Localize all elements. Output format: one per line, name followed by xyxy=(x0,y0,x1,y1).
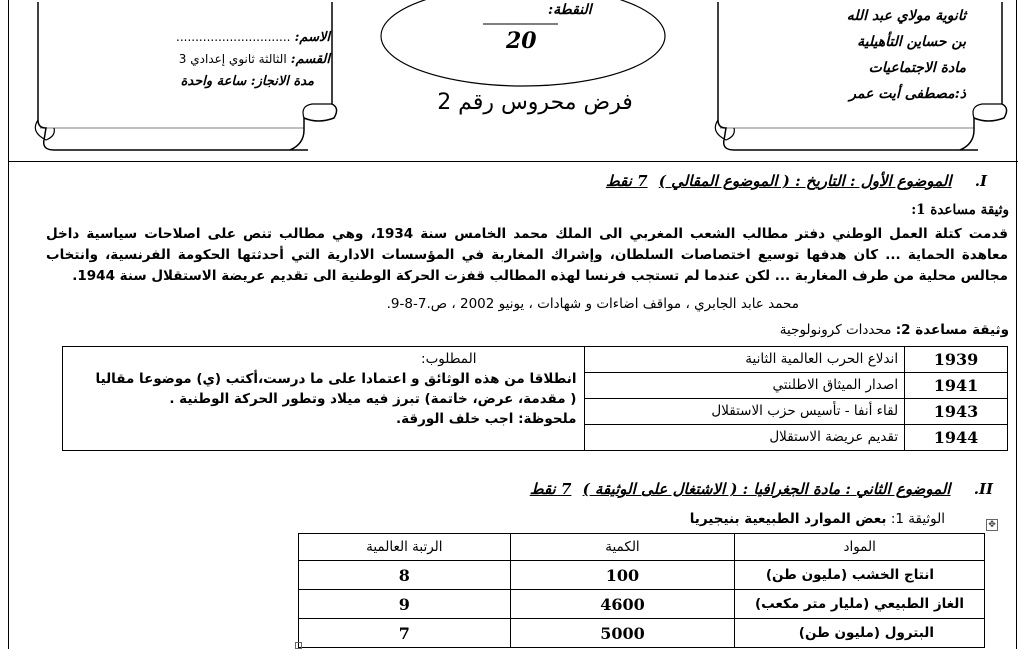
school-name-line-2: بن حساين التأهيلية xyxy=(857,34,966,50)
table-resize-handle-icon[interactable] xyxy=(295,642,302,649)
school-name-line: ثانوية مولاي عبد الله xyxy=(846,8,966,24)
duration-label: مدة الانجاز: xyxy=(250,74,314,89)
chronology-year: 1944 xyxy=(905,425,1008,451)
required-note: ملحوظة: اجب خلف الورقة. xyxy=(395,411,577,427)
doc1-label: وثيقة مساعدة 1: xyxy=(911,202,1009,218)
required-line-1: انطلاقا من هذه الوثائق و اعتمادا على ما درست،أكتب (ي) موضوعا مقاليا xyxy=(95,371,577,387)
table-header-row xyxy=(299,534,985,561)
section-2-title-prefix: الموضوع الثاني : مادة الجغرافيا : xyxy=(737,480,951,498)
section-2-title xyxy=(530,480,993,498)
name-label: الاسم: xyxy=(294,30,330,45)
material-cell: انتاج الخشب (مليون طن) xyxy=(735,561,985,590)
grade-denominator: 20 xyxy=(506,28,537,54)
doc2-label: وثيقة مساعدة 2: xyxy=(895,322,1009,338)
section-1-title xyxy=(606,172,987,190)
class-label: القسم: xyxy=(290,52,330,67)
chronology-event: اصدار الميثاق الاطلنتي xyxy=(585,373,905,399)
chronology-event: لقاء أنفا - تأسيس حزب الاستقلال xyxy=(585,399,905,425)
school-info-scroll xyxy=(712,0,1012,152)
class-value: الثالثة ثانوي إعدادي 3 xyxy=(178,52,287,66)
table-row xyxy=(299,590,985,619)
exam-title: فرض محروس رقم 2 xyxy=(437,90,633,115)
rank-cell: 9 xyxy=(299,590,511,619)
quantity-cell: 5000 xyxy=(510,619,735,648)
section-1-topic: ( الموضوع المقالي ) xyxy=(658,172,790,190)
geo-doc1-title: بعض الموارد الطبيعية بنيجيريا xyxy=(689,511,887,527)
doc1-source: محمد عابد الجابري ، مواقف اضاءات و شهادات ، يونيو 2002 ، ص.7-8-9. xyxy=(386,296,799,312)
section-1-points: 7 نقط xyxy=(605,172,648,190)
required-cell xyxy=(63,347,585,451)
grade-oval xyxy=(378,0,668,88)
table-row xyxy=(299,619,985,648)
rank-cell: 7 xyxy=(299,619,511,648)
doc1-text: قدمت كتلة العمل الوطني دفتر مطالب الشعب المغربي الى الملك محمد الخامس سنة 1934، وهي مطالب تنص على اصلاحات سياسية داخل معاهدة الحماية ... كان هدفها توسيع اختصاصات السلطان، وإشراك المغاربة في المؤسسات الادارية التي أحدثتها الحكومة الفرنسية، وانتخاب مجالس محلية من طرف المغاربة ... لكن عندما لم تستجب فرنسا لهذه المطالب قفزت الحركة الوطنية الى تقديم عريضة الاستقلال سنة 1944. xyxy=(46,226,1009,284)
doc2-title: محددات كرونولوجية xyxy=(779,322,892,338)
chronology-year: 1943 xyxy=(905,399,1008,425)
duration-value: ساعة واحدة xyxy=(180,74,247,89)
table-header-quantity: الكمية xyxy=(510,534,735,561)
header-separator xyxy=(8,161,1018,162)
section-1-title-prefix: الموضوع الأول : التاريخ : xyxy=(789,172,952,190)
doc2-header xyxy=(780,322,1009,338)
table-row xyxy=(299,561,985,590)
section-2-number: II. xyxy=(973,480,993,498)
table-header-material: المواد xyxy=(735,534,985,561)
material-cell: البترول (مليون طن) xyxy=(735,619,985,648)
resources-table xyxy=(298,533,985,648)
duration-row xyxy=(181,74,314,89)
page-left-edge xyxy=(8,0,9,649)
required-label: المطلوب: xyxy=(421,351,477,367)
chronology-table xyxy=(62,346,1008,451)
teacher-line: ذ:مصطفى أيت عمر xyxy=(849,86,966,102)
section-2-points: 7 نقط xyxy=(529,480,572,498)
section-2-topic: ( الاشتغال على الوثيقة ) xyxy=(582,480,738,498)
table-header-rank: الرتبة العالمية xyxy=(299,534,511,561)
subject-line: مادة الاجتماعيات xyxy=(868,60,966,76)
chronology-row xyxy=(63,347,1008,373)
name-row xyxy=(176,30,330,45)
material-cell: الغاز الطبيعي (مليار متر مكعب) xyxy=(735,590,985,619)
chronology-year: 1939 xyxy=(905,347,1008,373)
geo-doc1-label: الوثيقة 1: xyxy=(890,511,945,527)
name-blank: .............................. xyxy=(176,30,291,44)
student-info-scroll xyxy=(32,0,344,152)
page-right-edge xyxy=(1016,0,1017,649)
rank-cell: 8 xyxy=(299,561,511,590)
quantity-cell: 100 xyxy=(510,561,735,590)
section-1-number: I. xyxy=(974,172,987,190)
class-row xyxy=(179,52,330,67)
grade-label: النقطة: xyxy=(548,2,592,18)
chronology-year: 1941 xyxy=(905,373,1008,399)
required-line-2: ( مقدمة، عرض، خاتمة) تبرز فيه ميلاد وتطور الحركة الوطنية . xyxy=(169,391,577,407)
quantity-cell: 4600 xyxy=(510,590,735,619)
geo-doc1-header xyxy=(690,511,945,527)
chronology-event: اندلاع الحرب العالمية الثانية xyxy=(585,347,905,373)
table-move-handle-icon[interactable]: ✥ xyxy=(986,519,998,531)
chronology-event: تقديم عريضة الاستقلال xyxy=(585,425,905,451)
